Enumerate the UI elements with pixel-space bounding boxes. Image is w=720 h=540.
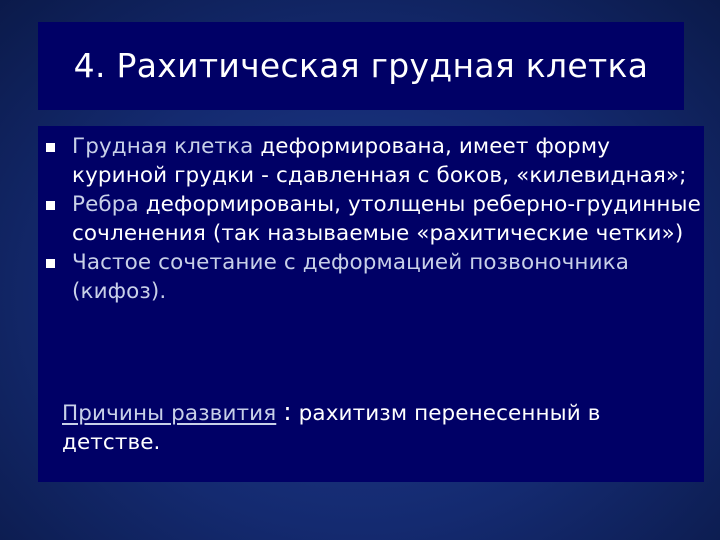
- bullet-text: деформирована, имеет форму куриной грудки - сдавленная с боков, «килевидная»;: [72, 134, 687, 188]
- square-bullet-icon: [46, 201, 55, 210]
- reasons-paragraph: [62, 397, 692, 457]
- bullet-list: [56, 132, 701, 306]
- bullet-item: [56, 190, 701, 248]
- bullet-text: деформированы, утолщены реберно-грудинные сочленения (так называемые «рахитические четки»): [72, 192, 701, 246]
- reasons-colon: :: [283, 397, 292, 426]
- bullet-item: [56, 248, 701, 306]
- bullet-lead-text: Ребра: [72, 192, 139, 217]
- content-panel: [38, 126, 704, 482]
- bullet-item: [56, 132, 701, 190]
- reasons-text: рахитизм перенесенный в детстве.: [62, 401, 601, 455]
- bullet-lead-text: Грудная клетка: [72, 134, 254, 159]
- slide-title: 4. Рахитическая грудная клетка: [73, 46, 649, 85]
- reasons-label: Причины развития: [62, 401, 277, 426]
- square-bullet-icon: [46, 143, 55, 152]
- title-panel: [38, 22, 684, 110]
- bullet-text: Частое сочетание с деформацией позвоночника (кифоз).: [72, 250, 630, 304]
- square-bullet-icon: [46, 259, 55, 268]
